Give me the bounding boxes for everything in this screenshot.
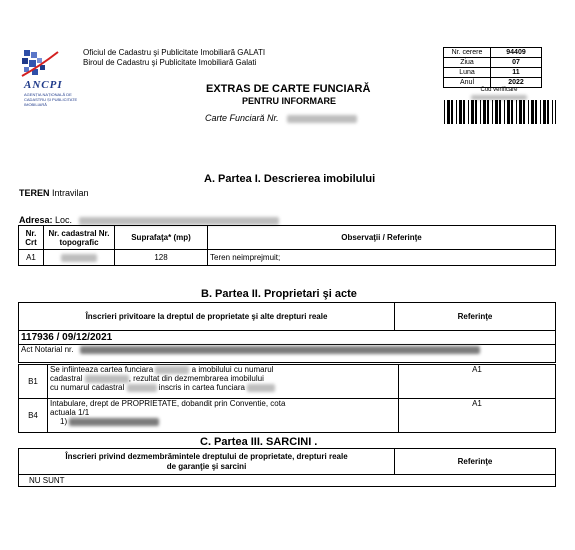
act-number-row (19, 331, 556, 345)
entry-text-b1 (48, 365, 399, 399)
header-nr-crt: Nr. Crt (19, 226, 44, 250)
cf-number-redacted (287, 115, 357, 123)
logo-subtitle: AGENȚIA NAȚIONALĂ DE CADASTRU ȘI PUBLICITATE IMOBILIARĂ (24, 92, 78, 107)
header-suprafata: Suprafaţa* (mp) (115, 226, 208, 250)
b1-line1b: a imobilului cu numarul (191, 365, 274, 374)
b1-redacted-3 (127, 384, 157, 392)
property-type-bold: TEREN (19, 188, 50, 198)
verification-code-label: Cod verificare (480, 87, 518, 93)
act-notarial-cell (19, 345, 556, 363)
owner-name-redacted (69, 418, 159, 426)
request-info-table (443, 47, 542, 88)
header-sarcini (19, 449, 395, 475)
header-observatii: Observaţii / Referinţe (208, 226, 556, 250)
act-notarial-label: Act Notarial nr. (21, 345, 74, 354)
office-line-1: Oficiul de Cadastru şi Publicitate Imobiliară GALATI (83, 48, 266, 57)
document-subtitle: PENTRU INFORMARE (242, 96, 336, 106)
day-label: Ziua (444, 58, 491, 68)
header-inscrieri: Înscrieri privitoare la dreptul de proprietate şi alte drepturi reale (19, 303, 395, 331)
encumbrances-table (18, 448, 556, 487)
header-sarcini-line-2: de garanţie şi sarcini (166, 461, 247, 471)
request-row (444, 48, 542, 58)
ancpi-emblem-icon (20, 48, 60, 80)
ownership-entries-table (18, 364, 556, 433)
row-observatii: Teren neimprejmuit; (208, 250, 556, 266)
request-label: Nr. cerere (444, 48, 491, 58)
b1-line-2 (50, 374, 396, 383)
address-label: Adresa: (19, 215, 53, 225)
table-header-row (19, 226, 556, 250)
section-c-title: C. Partea III. SARCINI . (200, 436, 318, 448)
entry-id-b4: B4 (19, 399, 48, 433)
row-crt: A1 (19, 250, 44, 266)
b4-owner-line (50, 417, 396, 426)
b4-line-2: actuala 1/1 (50, 408, 90, 417)
address-redacted (79, 217, 279, 225)
logo-text: ANCPI (24, 79, 63, 91)
entry-id-b1: B1 (19, 365, 48, 399)
entry-ref-b1: A1 (399, 365, 556, 399)
month-value: 11 (491, 68, 542, 78)
sarcini-value: NU SUNT (19, 475, 556, 487)
table-row (19, 365, 556, 399)
b1-line2a: cadastral (50, 374, 83, 383)
b1-redacted-2 (85, 375, 129, 383)
section-b-title: B. Partea II. Proprietari şi acte (201, 288, 357, 300)
cf-number-label: Carte Funciară Nr. (205, 113, 279, 123)
owner-index: 1) (60, 417, 68, 426)
property-type (19, 188, 89, 198)
act-number: 117936 / 09/12/2021 (19, 331, 556, 345)
office-header (83, 48, 265, 68)
property-type-rest: Intravilan (49, 188, 89, 198)
row-cadastral (44, 250, 115, 266)
b1-redacted-4 (247, 384, 275, 392)
office-line-2: Biroul de Cadastru şi Publicitate Imobiliară Galati (83, 58, 257, 67)
section-a-title: A. Partea I. Descrierea imobilului (204, 173, 376, 185)
header-nr-cadastral: Nr. cadastral Nr. topografic (44, 226, 115, 250)
b4-line-1: Intabulare, drept de PROPRIETATE, dobandit prin Conventie, cota (50, 399, 286, 408)
ownership-header-table (18, 302, 556, 363)
day-value: 07 (491, 58, 542, 68)
entry-ref-b4: A1 (399, 399, 556, 433)
month-label: Luna (444, 68, 491, 78)
year-label: Anul (444, 78, 491, 88)
request-value: 94409 (491, 48, 542, 58)
header-referinte: Referinţe (395, 303, 556, 331)
property-description-table (18, 225, 556, 266)
b1-line3b: inscris in cartea funciara (158, 383, 245, 392)
address-line (19, 215, 279, 225)
table-row (19, 250, 556, 266)
act-notarial-redacted (80, 346, 480, 354)
header-sarcini-line-1: Înscrieri privind dezmembrămintele dreptului de proprietate, drepturi reale (65, 451, 348, 461)
table-header-row (19, 303, 556, 331)
table-row (19, 475, 556, 487)
b1-line-3 (50, 383, 396, 392)
month-row (444, 68, 542, 78)
b1-line-1 (50, 365, 396, 374)
row-suprafata: 128 (115, 250, 208, 266)
year-row (444, 78, 542, 88)
b1-line2b: , rezultat din dezmembrarea imobilului (128, 374, 264, 383)
cadastral-redacted (61, 254, 97, 262)
year-value: 2022 (491, 78, 542, 88)
header-referinte-c: Referinţe (395, 449, 556, 475)
barcode-icon (444, 100, 556, 124)
entry-text-b4 (48, 399, 399, 433)
cf-number-line (205, 113, 357, 123)
address-value: Loc. (52, 215, 73, 225)
day-row (444, 58, 542, 68)
b1-line1a: Se infiinteaza cartea funciara (50, 365, 154, 374)
table-header-row (19, 449, 556, 475)
b1-redacted-1 (155, 366, 189, 374)
table-row (19, 399, 556, 433)
b1-line3a: cu numarul cadastral (50, 383, 125, 392)
document-title: EXTRAS DE CARTE FUNCIARĂ (206, 83, 371, 95)
ancpi-logo (20, 48, 92, 112)
act-notarial-row (19, 345, 556, 363)
